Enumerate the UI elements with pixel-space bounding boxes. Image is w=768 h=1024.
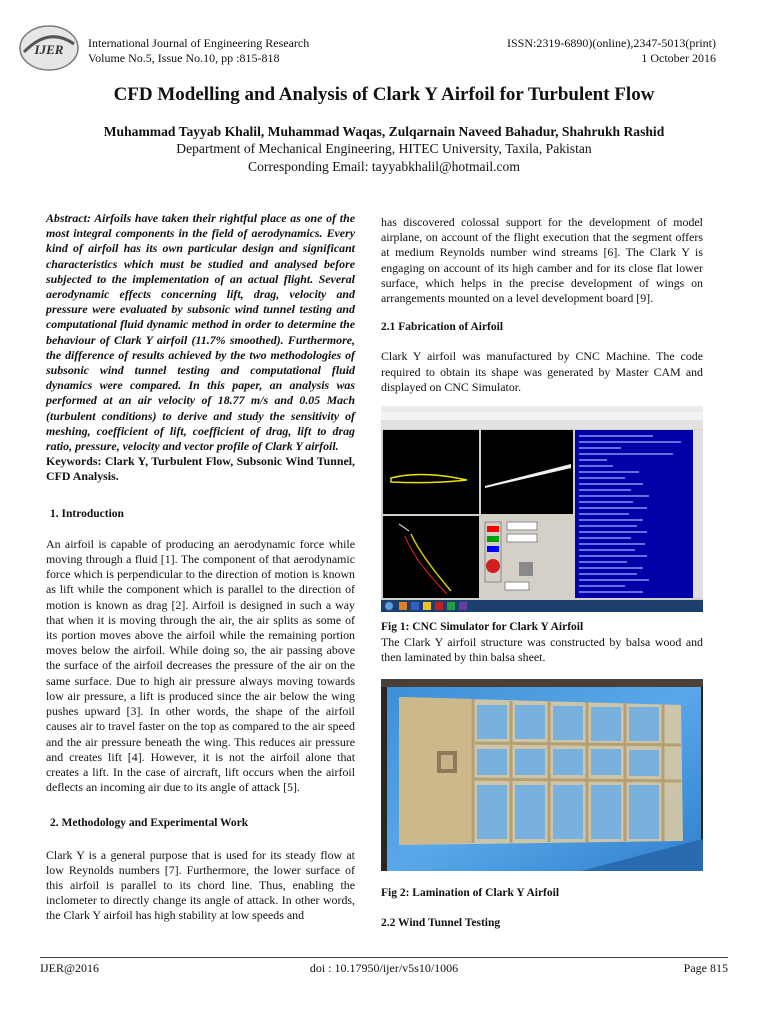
issn: ISSN:2319-6890)(online),2347-5013(print)	[507, 36, 716, 50]
left-column	[46, 211, 355, 924]
section-2-1-body: Clark Y airfoil was manufactured by CNC Machine. The code required to obtain its shape was generated by Master CAM and displayed on CNC Simulator.	[381, 349, 703, 394]
svg-text:IJER: IJER	[34, 42, 64, 57]
journal-volume: Volume No.5, Issue No.10, pp :815-818	[88, 50, 280, 65]
footer-copyright: IJER@2016	[40, 961, 100, 975]
figure-1-block	[381, 620, 703, 666]
figure-1-text: The Clark Y airfoil structure was constructed by balsa wood and then laminated by thin balsa sheet.	[381, 635, 703, 665]
department: Department of Mechanical Engineering, HITEC University, Taxila, Pakistan	[176, 141, 592, 156]
section-2-body: Clark Y is a general purpose that is used for its steady flow at low Reynolds numbers [7]. Furthermore, the lower surface of this airfoil is parallel to its chord line. Thus, enabling the inclometer to directly change its angle of attack. In other words, the Clark Y airfoil has high stability at low speeds and	[46, 847, 355, 923]
section-2-continued: has discovered colossal support for the development of model airplane, on account of the flight execution that the segment offers at medium Reynolds number wind streams [6]. The Clark Y is engaging on account of its high camber and for its close flat lower surface, which helps in the precise development of wings on arrangements mounted on a level development board [9].	[381, 215, 703, 306]
publication-date: 1 October 2016	[641, 50, 716, 65]
journal-info	[88, 36, 309, 65]
section-2-1-heading: 2.1 Fabrication of Airfoil	[381, 321, 504, 334]
corresponding-email[interactable]: Corresponding Email: tayyabkhalil@hotmail.com	[248, 159, 520, 174]
footer-rule	[40, 957, 728, 958]
figure-2-block	[381, 886, 703, 931]
section-1-body: An airfoil is capable of producing an aerodynamic force while moving through a fluid [1]. The component of that aerodynamic force which is perpendicular to the direction of motion is known as lift while the component which is parallel to the direction of motion is known as drag [2]. Airfoil is designed in such a way that when it is moving through the air, the air splits as some of its portion moves above the airfoil while the remaining portion moves below the airfoil. While doing so, the air passing above the surface of the airfoil decreases the pressure of the air on the same surface. Due to high air pressure always moving towards low air pressure, a lift is produced since the air below the wing pushes upward [3]. In other words, the shape of the airfoil causes air to travel faster on the top as compared to the air speed and the air pressure beneath the wing. This reduces air pressure and creates lift [4]. However, it is not the airfoil alone that creates a lift. In the case of aircraft, lift occurs when the airfoil deflects an incoming air due to its angle of attack [5].	[46, 536, 355, 795]
figure-1-caption: Fig 1: CNC Simulator for Clark Y Airfoil	[381, 621, 584, 633]
section-1-heading: 1. Introduction	[50, 507, 124, 520]
journal-name: International Journal of Engineering Research	[88, 36, 310, 50]
section-2-2-heading: 2.2 Wind Tunnel Testing	[381, 917, 501, 930]
figure-2-caption: Fig 2: Lamination of Clark Y Airfoil	[381, 887, 560, 899]
right-column-top	[381, 215, 703, 395]
figure-2-lamination-photo	[381, 679, 703, 871]
footer-page-number: Page 815	[683, 961, 728, 975]
keywords: Keywords: Clark Y, Turbulent Flow, Subsonic Wind Tunnel, CFD Analysis.	[46, 454, 355, 484]
footer-doi[interactable]: doi : 10.17950/ijer/v5s10/1006	[309, 961, 459, 975]
figure-1-cnc-simulator	[381, 406, 703, 612]
authors: Muhammad Tayyab Khalil, Muhammad Waqas, Zulqarnain Naveed Bahadur, Shahrukh Rashid	[103, 124, 665, 139]
journal-logo	[18, 22, 80, 74]
issn-info	[507, 36, 716, 65]
section-2-heading: 2. Methodology and Experimental Work	[50, 817, 249, 830]
abstract: Abstract: Airfoils have taken their rightful place as one of the most integral components in the field of aerodynamics. Every kind of airfoil has its own particular design and significant characteristics which must be studied and analysed before subjected to the implementation of an actual flight. Several aerodynamic effects concerning lift, drag, velocity and pressure were evaluated by subsonic wind tunnel testing and computational fluid dynamic method in order to determine the behaviour of Clark Y airfoil (11.7% smoothed). Furthermore, the difference of results achieved by the two methodologies of subsonic wind tunnel testing and computational fluid dynamics were compared. In this paper, an analysis was performed at an air velocity of 18.77 m/s and 0.05 Mach (turbulent conditions) to derive and study the sensitivity of meshing, coefficient of lift, coefficient of drag, lift to drag ratio, pressure, velocity and vector profile of Clark Y airfoil.	[46, 211, 355, 454]
paper-title: CFD Modelling and Analysis of Clark Y Airfoil for Turbulent Flow	[113, 84, 655, 105]
